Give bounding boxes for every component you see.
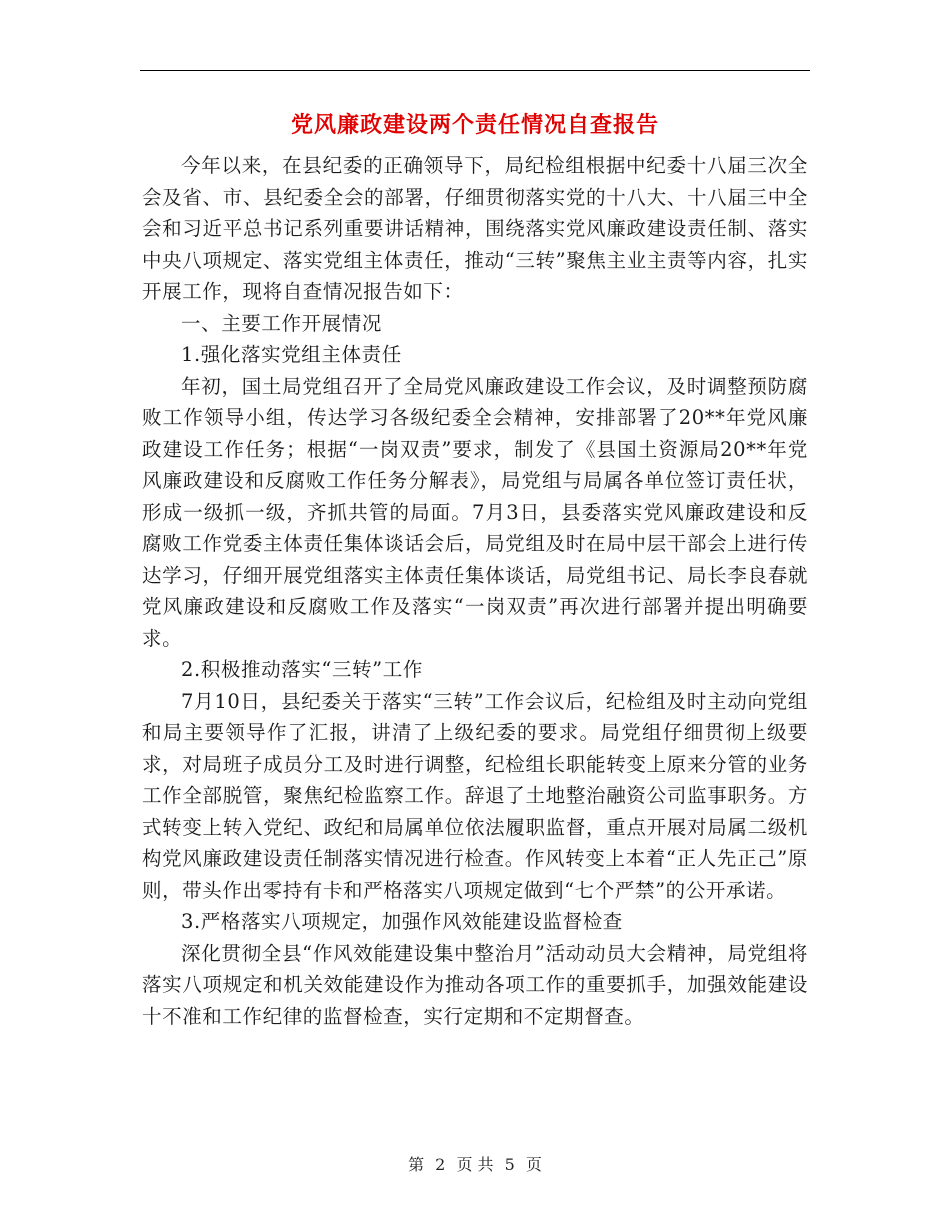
paragraph-2: 7月10日，县纪委关于落实“三转”工作会议后，纪检组及时主动向党组和局主要领导作了汇报，讲清了上级纪委的要求。局党组仔细贯彻上级要求，对局班子成员分工及时进行调整，纪检组长职能转变上原来分管的业务工作全部脱管，聚焦纪检监察工作。辞退了土地整治融资公司监事职务。方式转变上转入党纪、政纪和局属单位依法履职监督，重点开展对局属二级机构党风廉政建设责任制落实情况进行检查。作风转变上本着“正人先正己”原则，带头作出零持有卡和严格落实八项规定做到“七个严禁”的公开承诺。 bbox=[142, 689, 808, 902]
header-rule bbox=[140, 70, 810, 71]
document-body bbox=[142, 150, 808, 1032]
intro-paragraph: 今年以来，在县纪委的正确领导下，局纪检组根据中纪委十八届三次全会及省、市、县纪委全会的部署，仔细贯彻落实党的十八大、十八届三中全会和习近平总书记系列重要讲话精神，围绕落实党风廉政建设责任制、落实中央八项规定、落实党组主体责任，推动“三转”聚焦主业主责等内容，扎实开展工作，现将自查情况报告如下： bbox=[142, 154, 808, 303]
paragraph-1: 年初，国土局党组召开了全局党风廉政建设工作会议，及时调整预防腐败工作领导小组，传达学习各级纪委全会精神，安排部署了20**年党风廉政建设工作任务；根据“一岗双责”要求，制发了《县国土资源局20**年党风廉政建设和反腐败工作任务分解表》，局党组与局属各单位签订责任状，形成一级抓一级，齐抓共管的局面。7月3日，县委落实党风廉政建设和反腐败工作党委主体责任集体谈话会后，局党组及时在局中层干部会上进行传达学习，仔细开展党组落实主体责任集体谈话，局党组书记、局长李良春就党风廉政建设和反腐败工作及落实“一岗双责”再次进行部署并提出明确要求。 bbox=[142, 374, 808, 650]
footer-page-number: 2 bbox=[435, 1155, 446, 1174]
paragraph-3: 深化贯彻全县“作风效能建设集中整治月”活动动员大会精神，局党组将落实八项规定和机关效能建设作为推动各项工作的重要抓手，加强效能建设十不准和工作纪律的监督检查，实行定期和不定期督查。 bbox=[142, 941, 808, 1028]
footer-middle: 页 共 bbox=[456, 1155, 494, 1174]
page-footer bbox=[0, 1152, 950, 1175]
subheading-1: 1.强化落实党组主体责任 bbox=[181, 343, 402, 366]
footer-suffix: 页 bbox=[525, 1155, 542, 1174]
footer-total-pages: 5 bbox=[504, 1155, 515, 1174]
footer-prefix: 第 bbox=[408, 1155, 425, 1174]
subheading-2: 2.积极推动落实“三转”工作 bbox=[181, 658, 423, 681]
section-heading-1: 一、主要工作开展情况 bbox=[181, 311, 383, 335]
subheading-3: 3.严格落实八项规定，加强作风效能建设监督检查 bbox=[181, 910, 623, 933]
document-title: 党风廉政建设两个责任情况自查报告 bbox=[290, 112, 659, 138]
